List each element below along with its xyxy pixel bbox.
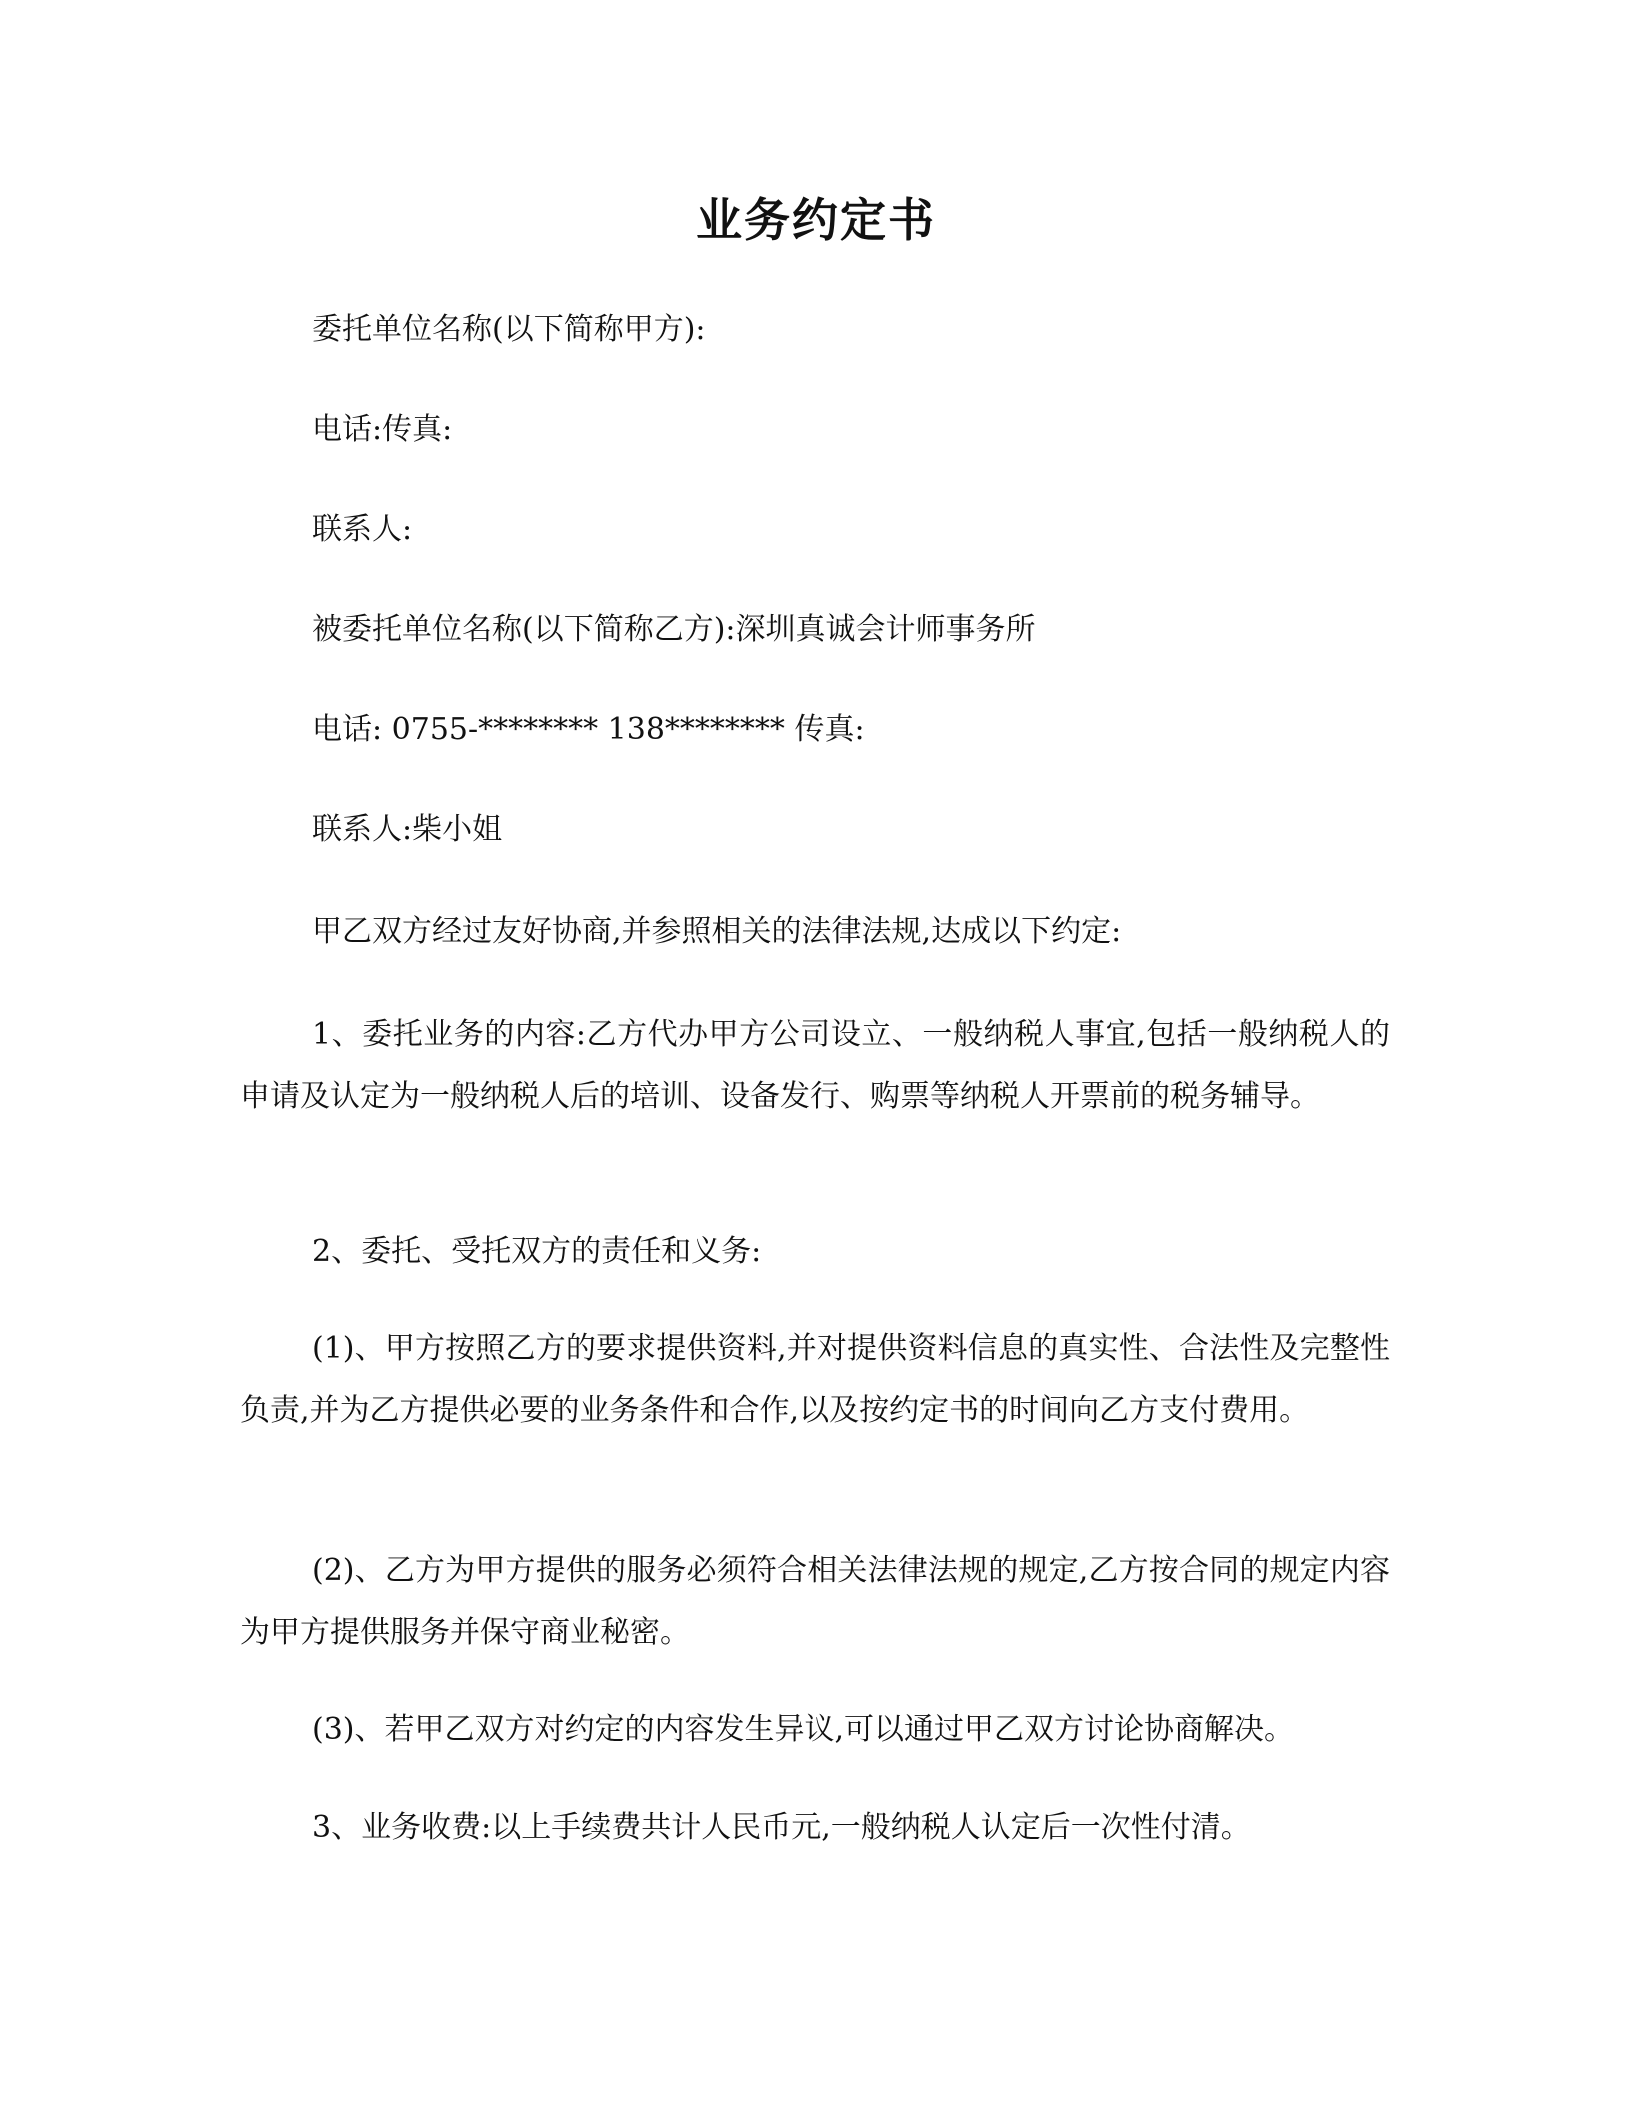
intro-paragraph: 甲乙双方经过友好协商,并参照相关的法律法规,达成以下约定:: [312, 914, 1122, 949]
document-title: 业务约定书: [696, 193, 936, 247]
clause-2-1: (1)、甲方按照乙方的要求提供资料,并对提供资料信息的真实性、合法性及完整性负责,并为乙方提供必要的业务条件和合作,以及按约定书的时间向乙方支付费用。: [240, 1331, 1390, 1428]
clause-2-heading: 2、委托、受托双方的责任和义务:: [312, 1234, 762, 1269]
clause-3: 3、业务收费:以上手续费共计人民币元,一般纳税人认定后一次性付清。: [312, 1810, 1251, 1845]
clause-1: 1、委托业务的内容:乙方代办甲方公司设立、一般纳税人事宜,包括一般纳税人的申请及认定为一般纳税人后的培训、设备发行、购票等纳税人开票前的税务辅导。: [240, 1017, 1390, 1114]
party-b-contact: 联系人:柴小姐: [312, 812, 503, 847]
clause-2-3: (3)、若甲乙双方对约定的内容发生异议,可以通过甲乙双方讨论协商解决。: [312, 1712, 1295, 1747]
party-b-phone-fax: 电话: 0755-******** 138******** 传真:: [312, 712, 865, 747]
party-a-contact: 联系人:: [312, 512, 413, 547]
party-a-name: 委托单位名称(以下简称甲方):: [312, 312, 706, 347]
party-a-phone-fax: 电话:传真:: [312, 412, 453, 447]
party-b-name: 被委托单位名称(以下简称乙方):深圳真诚会计师事务所: [312, 612, 1036, 647]
clause-2-2: (2)、乙方为甲方提供的服务必须符合相关法律法规的规定,乙方按合同的规定内容为甲方提供服务并保守商业秘密。: [240, 1553, 1390, 1650]
